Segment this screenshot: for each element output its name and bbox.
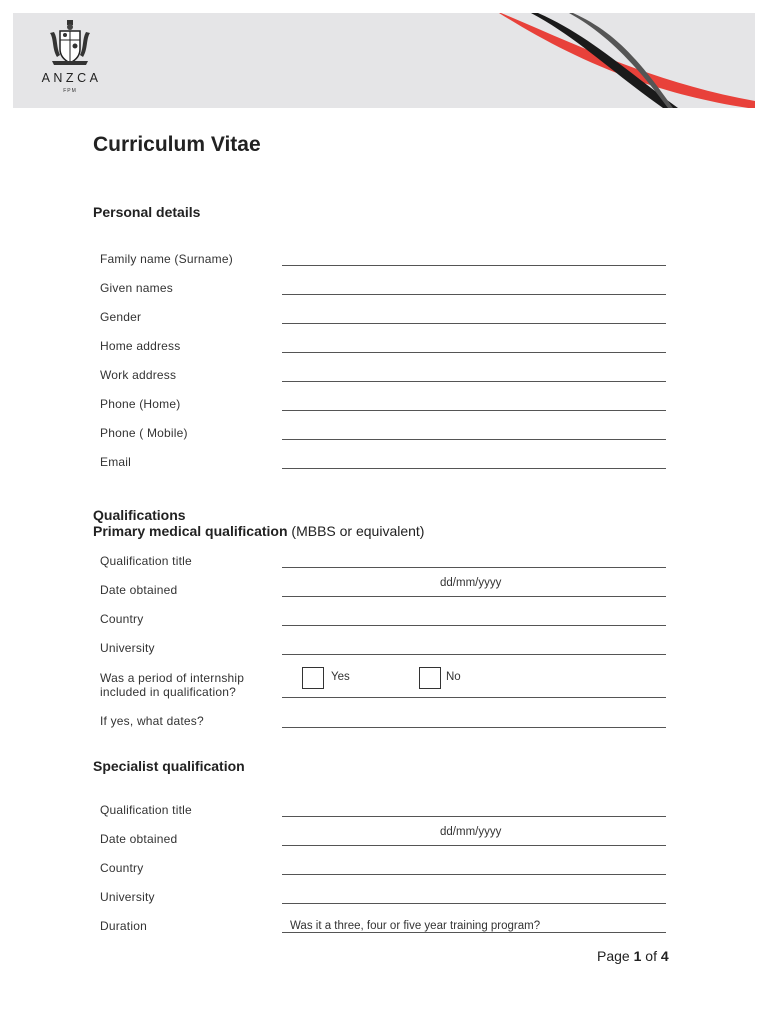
primary-qualification-heading xyxy=(93,523,424,539)
internship-dates-field[interactable] xyxy=(282,727,666,728)
primary-date-placeholder: dd/mm/yyyy xyxy=(440,577,502,589)
work-address-label: Work address xyxy=(100,368,177,382)
personal-details-heading: Personal details xyxy=(93,204,201,220)
page-word: Page xyxy=(597,948,630,964)
given-names-field[interactable] xyxy=(282,294,666,295)
page-number xyxy=(597,948,669,964)
primary-qualification-title-label: Qualification title xyxy=(100,554,192,568)
specialist-university-label: University xyxy=(100,890,155,904)
specialist-country-field[interactable] xyxy=(282,874,666,875)
specialist-university-field[interactable] xyxy=(282,903,666,904)
internship-no-checkbox[interactable] xyxy=(419,667,441,689)
specialist-duration-field[interactable] xyxy=(282,932,666,933)
given-names-label: Given names xyxy=(100,281,173,295)
internship-label-line1: Was a period of internship xyxy=(100,671,245,685)
gender-label: Gender xyxy=(100,310,142,324)
internship-yes-label: Yes xyxy=(331,671,350,683)
primary-date-obtained-label: Date obtained xyxy=(100,583,178,597)
gender-field[interactable] xyxy=(282,323,666,324)
primary-qualification-title: Primary medical qualification xyxy=(93,523,288,539)
logo-name: ANZCA xyxy=(41,71,102,85)
logo-subtitle: FPM xyxy=(63,88,77,94)
header-swoosh-graphic xyxy=(13,13,755,108)
internship-no-label: No xyxy=(446,671,461,683)
specialist-qualification-title-label: Qualification title xyxy=(100,803,192,817)
phone-home-field[interactable] xyxy=(282,410,666,411)
qualifications-heading: Qualifications xyxy=(93,507,186,523)
family-name-field[interactable] xyxy=(282,265,666,266)
home-address-label: Home address xyxy=(100,339,181,353)
primary-university-field[interactable] xyxy=(282,654,666,655)
home-address-field[interactable] xyxy=(282,352,666,353)
specialist-date-obtained-field[interactable] xyxy=(282,845,666,846)
primary-country-field[interactable] xyxy=(282,625,666,626)
primary-university-label: University xyxy=(100,641,155,655)
page-total: 4 xyxy=(660,948,669,964)
page-title: Curriculum Vitae xyxy=(93,133,261,156)
primary-country-label: Country xyxy=(100,612,144,626)
specialist-qualification-heading: Specialist qualification xyxy=(93,758,245,774)
specialist-country-label: Country xyxy=(100,861,144,875)
email-field[interactable] xyxy=(282,468,666,469)
phone-home-label: Phone (Home) xyxy=(100,397,181,411)
phone-mobile-field[interactable] xyxy=(282,439,666,440)
specialist-date-placeholder: dd/mm/yyyy xyxy=(440,826,502,838)
header-band xyxy=(13,13,755,108)
specialist-date-obtained-label: Date obtained xyxy=(100,832,178,846)
of-word: of xyxy=(645,948,657,964)
specialist-qualification-title-field[interactable] xyxy=(282,816,666,817)
specialist-duration-label: Duration xyxy=(100,919,147,933)
work-address-field[interactable] xyxy=(282,381,666,382)
family-name-label: Family name (Surname) xyxy=(100,252,233,266)
internship-yes-checkbox[interactable] xyxy=(302,667,324,689)
primary-qualification-note: (MBBS or equivalent) xyxy=(291,523,425,539)
phone-mobile-label: Phone ( Mobile) xyxy=(100,426,188,440)
internship-dates-label: If yes, what dates? xyxy=(100,714,204,728)
specialist-duration-prompt: Was it a three, four or five year training program? xyxy=(290,920,541,932)
email-label: Email xyxy=(100,455,132,469)
internship-label-line2: included in qualification? xyxy=(100,685,236,699)
primary-date-obtained-field[interactable] xyxy=(282,596,666,597)
coat-of-arms-icon xyxy=(48,19,92,67)
primary-qualification-title-field[interactable] xyxy=(282,567,666,568)
page-current: 1 xyxy=(633,948,642,964)
anzca-logo xyxy=(35,19,105,94)
internship-field-line xyxy=(282,697,666,698)
